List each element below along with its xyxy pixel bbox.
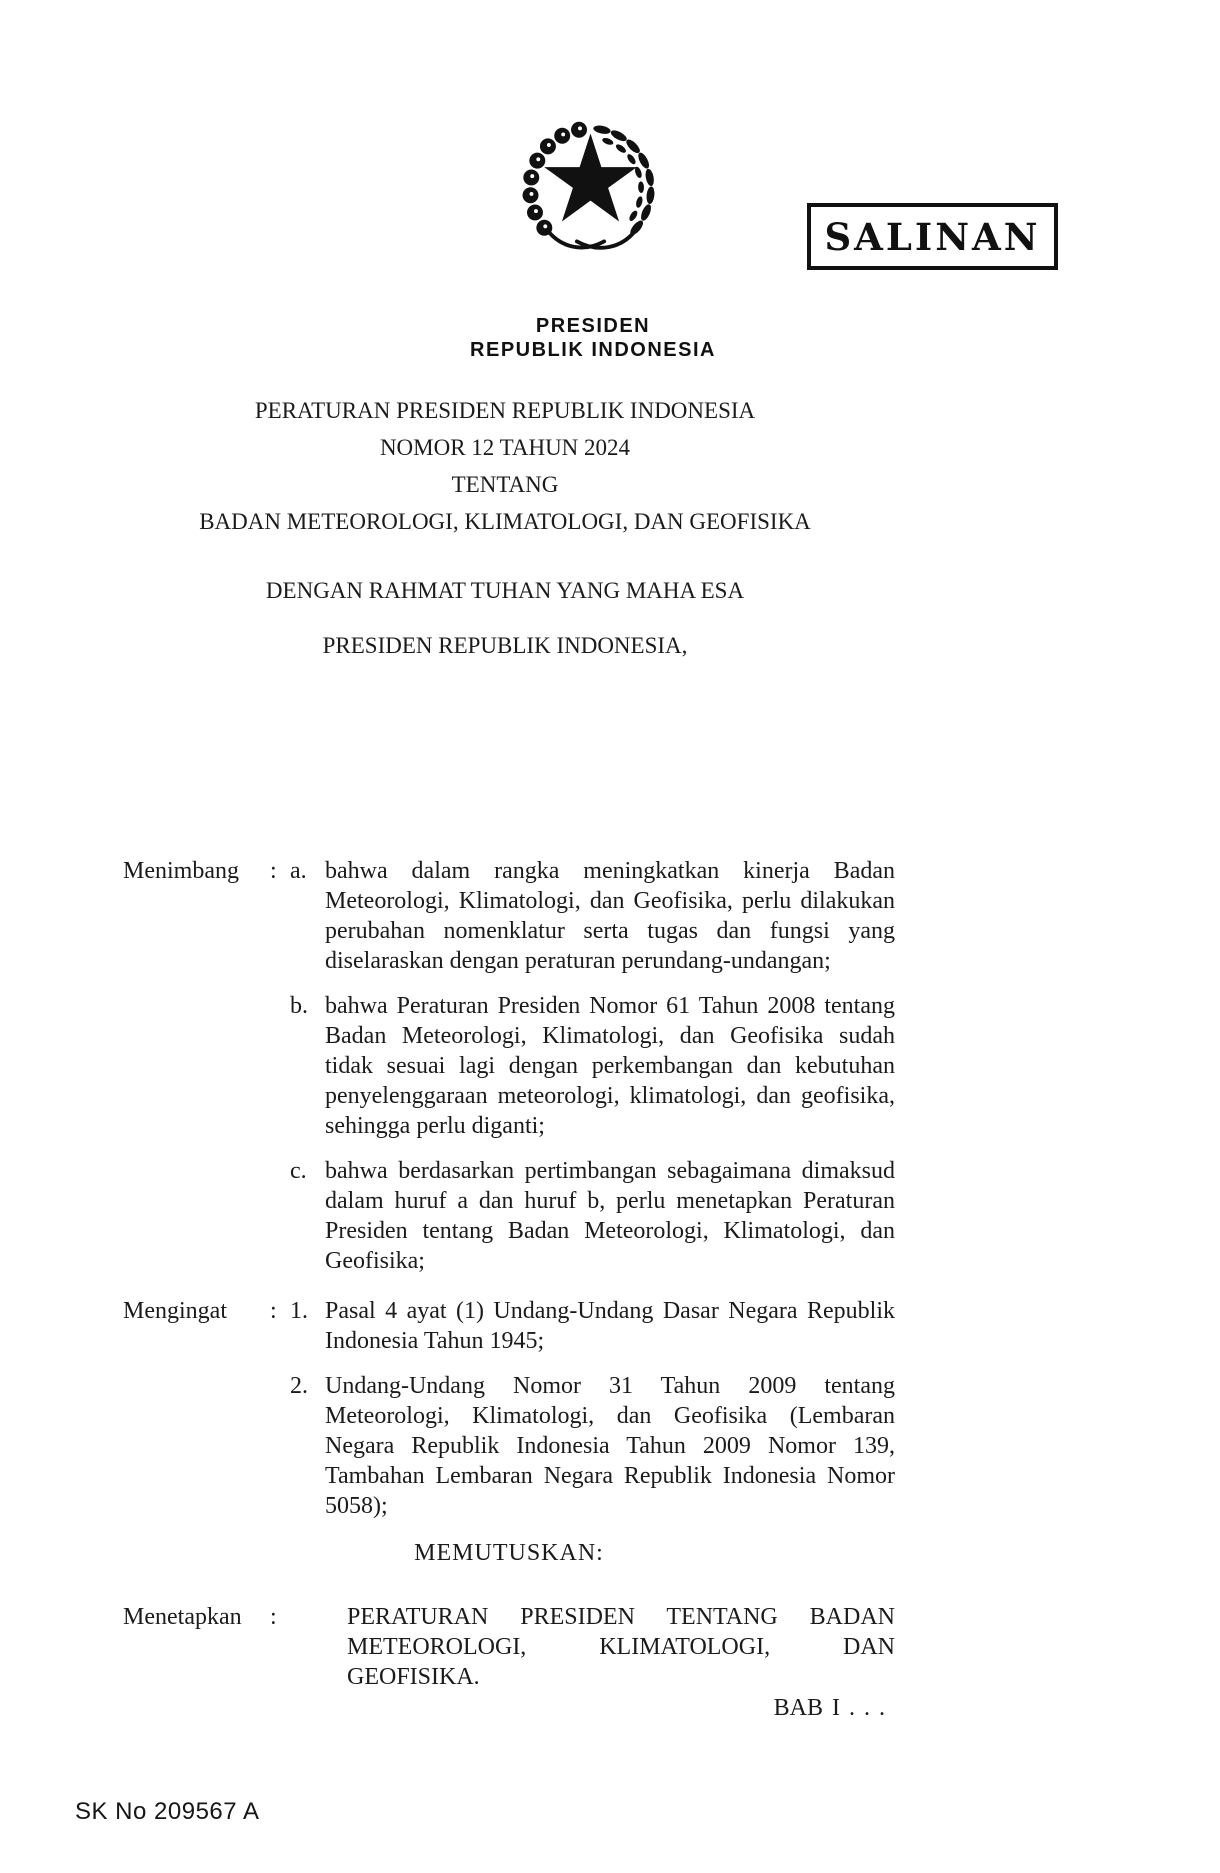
- crossed-stems-icon: [548, 231, 636, 248]
- title-line-tentang: TENTANG: [451, 472, 559, 497]
- enacting-label: Menetapkan: [123, 1604, 242, 1630]
- item-text: bahwa berdasarkan pertimbangan sebagaimana dimaksud dalam huruf a dan huruf b, perlu menetapkan Peraturan Presiden tentang Badan Meteorologi, Klimatologi, dan Geofisika;: [325, 1158, 895, 1274]
- item-marker: 2.: [290, 1373, 308, 1399]
- considering-item-a: [123, 856, 895, 976]
- item-marker: 1.: [290, 1298, 308, 1324]
- presidential-emblem: [503, 106, 678, 268]
- item-text: bahwa Peraturan Presiden Nomor 61 Tahun 2008 tentang Badan Meteorologi, Klimatologi, dan Geofisika sudah tidak sesuai lagi dengan perkembangan dan kebutuhan penyelenggaraan meteorologi, klimatologi, dan geofisika, sehingga perlu diganti;: [325, 993, 895, 1139]
- item-marker: a.: [290, 858, 307, 884]
- letterhead-presiden: PRESIDEN: [535, 315, 651, 337]
- recalling-item-1: [123, 1296, 895, 1356]
- enacting-text: PERATURAN PRESIDEN TENTANG BADAN METEOROLOGI, KLIMATOLOGI, DAN GEOFISIKA.: [347, 1604, 895, 1690]
- star-wreath-icon: [503, 106, 678, 267]
- authority: PRESIDEN REPUBLIK INDONESIA,: [322, 633, 688, 658]
- letterhead: [433, 314, 753, 362]
- title-line-subject: BADAN METEOROLOGI, KLIMATOLOGI, DAN GEOFISIKA: [199, 509, 811, 534]
- item-text: Undang-Undang Nomor 31 Tahun 2009 tentang Meteorologi, Klimatologi, dan Geofisika (Lembaran Negara Republik Indonesia Tahun 2009 Nomor 139, Tambahan Lembaran Negara Republik Indonesia Nomor 5058);: [325, 1373, 895, 1519]
- letterhead-republik-indonesia: REPUBLIK INDONESIA: [470, 339, 716, 361]
- considering-label: Menimbang: [123, 858, 239, 884]
- colon: :: [270, 1604, 277, 1630]
- considering-item-c: [123, 1156, 895, 1276]
- considering-item-b: [123, 991, 895, 1141]
- recalling-section: [123, 1296, 895, 1536]
- enacting-row: [123, 1602, 895, 1692]
- salinan-stamp: SALINAN: [807, 203, 1058, 270]
- title-line-number: NOMOR 12 TAHUN 2024: [379, 435, 631, 460]
- item-marker: b.: [290, 993, 308, 1019]
- catchword-bab-i: BAB I . . .: [773, 1695, 885, 1721]
- title-line-regulation: PERATURAN PRESIDEN REPUBLIK INDONESIA: [254, 398, 756, 423]
- title-block: [105, 392, 905, 540]
- considering-section: [123, 856, 895, 1291]
- deciding-heading: MEMUTUSKAN:: [414, 1540, 604, 1566]
- item-text: Pasal 4 ayat (1) Undang-Undang Dasar Negara Republik Indonesia Tahun 1945;: [325, 1298, 895, 1354]
- recalling-label: Mengingat: [123, 1298, 227, 1324]
- footer-sk-number: SK No 209567 A: [75, 1798, 260, 1825]
- item-text: bahwa dalam rangka meningkatkan kinerja Badan Meteorologi, Klimatologi, dan Geofisika, perlu dilakukan perubahan nomenklatur serta tugas dan fungsi yang diselaraskan dengan peraturan perundang-undangan;: [325, 858, 895, 974]
- colon: :: [270, 1298, 277, 1324]
- recalling-item-2: [123, 1371, 895, 1521]
- item-marker: c.: [290, 1158, 307, 1184]
- enacting-section: [123, 1602, 895, 1707]
- invocation: DENGAN RAHMAT TUHAN YANG MAHA ESA: [265, 578, 745, 603]
- colon: :: [270, 858, 277, 884]
